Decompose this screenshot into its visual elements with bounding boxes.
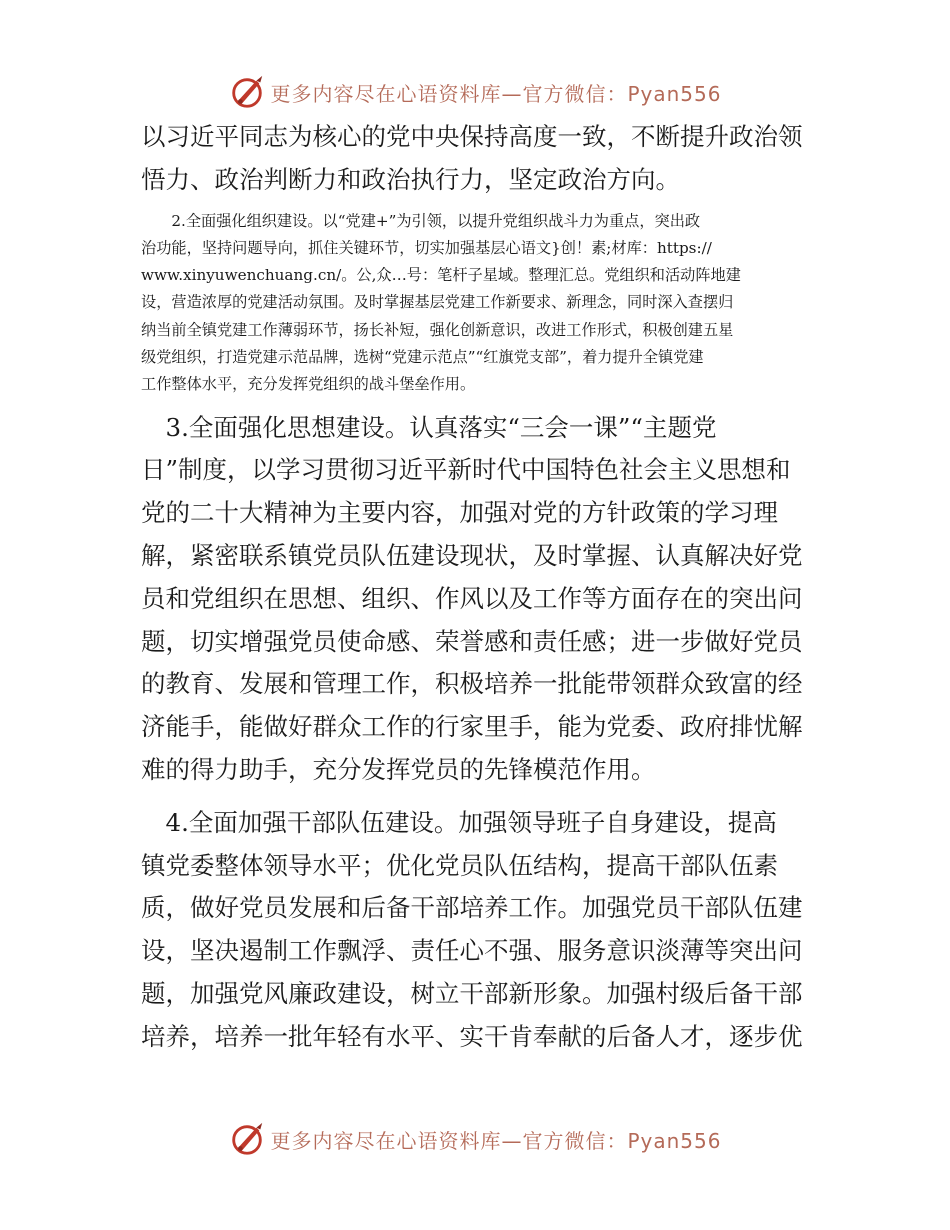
paragraph-2 [141, 208, 813, 399]
text-line: 设，坚决遏制工作飘浮、责任心不强、服务意识淡薄等突出问 [141, 936, 803, 966]
text-line: 题，加强党风廉政建设，树立干部新形象。加强村级后备干部 [141, 979, 803, 1009]
text-line: 日”制度，以学习贯彻习近平新时代中国特色社会主义思想和 [141, 455, 791, 485]
header-banner [0, 70, 950, 114]
text-line: 4.全面加强干部队伍建设。加强领导班子自身建设，提高 [141, 807, 777, 837]
text-line: 设，营造浓厚的党建活动氛围。及时掌握基层党建工作新要求、新理念，同时深入查摆归 [141, 293, 734, 312]
text-line: 解，紧密联系镇党员队伍建设现状，及时掌握、认真解决好党 [141, 541, 803, 571]
footer-banner [0, 1117, 950, 1161]
text-line: 济能手，能做好群众工作的行家里手，能为党委、政府排忧解 [141, 712, 803, 742]
text-line: www.xinyuwenchuang.cn/。公,众…号：笔杆子星域。整理汇总。党组织和活动阵地建 [141, 266, 741, 285]
text-line: 党的二十大精神为主要内容，加强对党的方针政策的学习理 [141, 498, 778, 528]
quill-pen-logo-icon [228, 1120, 266, 1158]
text-line: 质，做好党员发展和后备干部培养工作。加强党员干部队伍建 [141, 893, 803, 923]
footer-banner-text: 更多内容尽在心语资料库—官方微信：Pyan556 [270, 1128, 722, 1153]
text-line: 难的得力助手，充分发挥党员的先锋模范作用。 [141, 755, 656, 785]
quill-pen-logo-icon [228, 73, 266, 111]
paragraph-3 [141, 407, 813, 792]
text-line: 悟力、政治判断力和政治执行力，坚定政治方向。 [141, 164, 680, 194]
text-line: 的教育、发展和管理工作，积极培养一批能带领群众致富的经 [141, 669, 803, 699]
text-line: 题，切实增强党员使命感、荣誉感和责任感；进一步做好党员 [141, 626, 803, 656]
text-line: 3.全面强化思想建设。认真落实“三会一课”“主题党 [141, 412, 717, 442]
document-body [141, 116, 813, 1059]
text-line: 治功能，坚持问题导向，抓住关键环节，切实加强基层心语文}创！素;材库：https:// [141, 238, 712, 257]
paragraph-4 [141, 802, 813, 1059]
paragraph-1 [141, 116, 813, 202]
text-line: 以习近平同志为核心的党中央保持高度一致，不断提升政治领 [141, 122, 803, 151]
text-line: 2.全面强化组织建设。以“党建+”为引领，以提升党组织战斗力为重点，突出政 [141, 211, 701, 230]
text-line: 员和党组织在思想、组织、作风以及工作等方面存在的突出问 [141, 583, 803, 613]
text-line: 培养，培养一批年轻有水平、实干肯奉献的后备人才，逐步优 [141, 1021, 803, 1051]
text-line: 镇党委整体领导水平；优化党员队伍结构，提高干部队伍素 [141, 850, 778, 880]
text-line: 工作整体水平，充分发挥党组织的战斗堡垒作用。 [141, 375, 476, 394]
header-banner-text: 更多内容尽在心语资料库—官方微信：Pyan556 [270, 81, 722, 106]
text-line: 纳当前全镇党建工作薄弱环节，扬长补短，强化创新意识，改进工作形式，积极创建五星 [141, 320, 734, 339]
text-line: 级党组织，打造党建示范品牌，选树“党建示范点”“红旗党支部”，着力提升全镇党建 [141, 348, 704, 367]
